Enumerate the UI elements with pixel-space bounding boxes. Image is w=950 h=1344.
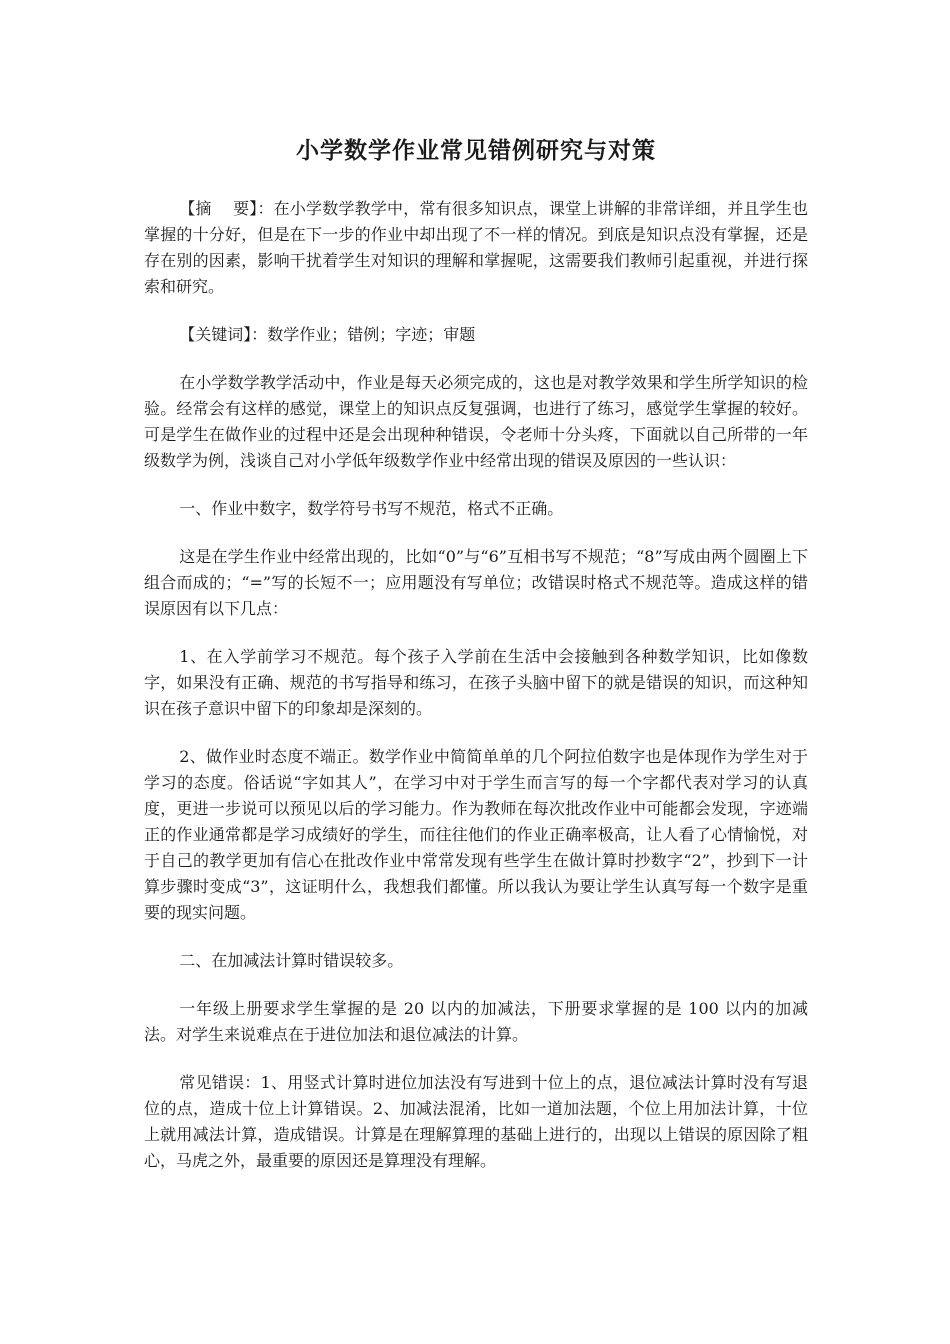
keywords-paragraph (144, 322, 808, 348)
abstract-text: ：在小学数学教学中，常有很多知识点，课堂上讲解的非常详细，并且学生也掌握的十分好，但是在下一步的作业中却出现了不一样的情况。到底是知识点没有掌握，还是存在别的因素，影响干扰着学生对知识的理解和掌握呢，这需要我们教师引起重视，并进行探索和研究。 (144, 199, 808, 296)
body-paragraph-reason-2: 2、做作业时态度不端正。数学作业中简简单单的几个阿拉伯数字也是体现作为学生对于学习的态度。俗话说“字如其人”，在学习中对于学生而言写的每一个字都代表对学习的认真度，更进一步说可以预见以后的学习能力。作为教师在每次批改作业中可能都会发现，字迹端正的作业通常都是学习成绩好的学生，而往往他们的作业正确率极高，让人看了心情愉悦，对于自己的教学更加有信心在批改作业中常常发现有些学生在做计算时抄数字“2”，抄到下一计算步骤时变成“3”，这证明什么，我想我们都懂。所以我认为要让学生认真写每一个数字是重要的现实问题。 (144, 747, 808, 922)
abstract-label: 【摘 要】 (179, 199, 258, 218)
body-paragraph-intro: 在小学数学教学活动中，作业是每天必须完成的，这也是对教学效果和学生所学知识的检验。经常会有这样的感觉，课堂上的知识点反复强调，也进行了练习，感觉学生掌握的较好。可是学生在做作业的过程中还是会出现种种错误，令老师十分头疼，下面就以自己所带的一年级数学为例，浅谈自己对小学低年级数学作业中经常出现的错误及原因的一些认识： (144, 373, 808, 470)
body-paragraph-addition: 一年级上册要求学生掌握的是 20 以内的加减法，下册要求掌握的是 100 以内的加减法。对学生来说难点在于进位加法和退位减法的计算。 (144, 999, 808, 1044)
abstract-paragraph (144, 196, 808, 300)
document-page (144, 128, 808, 1196)
section-heading-1: 一、作业中数字，数学符号书写不规范，格式不正确。 (179, 499, 564, 518)
body-paragraph-reason-1: 1、在入学前学习不规范。每个孩子入学前在生活中会接触到各种数学知识，比如像数字，如果没有正确、规范的书写指导和练习，在孩子头脑中留下的就是错误的知识，而这种知识在孩子意识中留下的印象却是深刻的。 (144, 647, 808, 718)
keywords-label: 【关键词】 (179, 325, 252, 344)
document-title: 小学数学作业常见错例研究与对策 (296, 138, 656, 164)
body-paragraph-examples: 这是在学生作业中经常出现的，比如“0”与“6”互相书写不规范；“8”写成由两个圆圈上下组合而成的；“=”写的长短不一；应用题没有写单位；改错误时格式不规范等。造成这样的错误原因有以下几点： (144, 547, 808, 618)
section-heading-2: 二、在加减法计算时错误较多。 (179, 951, 404, 970)
body-paragraph-common-errors: 常见错误：1、用竖式计算时进位加法没有写进到十位上的点，退位减法计算时没有写退位的点，造成十位上计算错误。2、加减法混淆，比如一道加法题，个位上用加法计算，十位上就用减法计算，造成错误。计算是在理解算理的基础上进行的，出现以上错误的原因除了粗心，马虎之外，最重要的原因还是算理没有理解。 (144, 1073, 808, 1170)
keywords-text: ：数学作业；错例；字迹；审题 (251, 325, 476, 344)
